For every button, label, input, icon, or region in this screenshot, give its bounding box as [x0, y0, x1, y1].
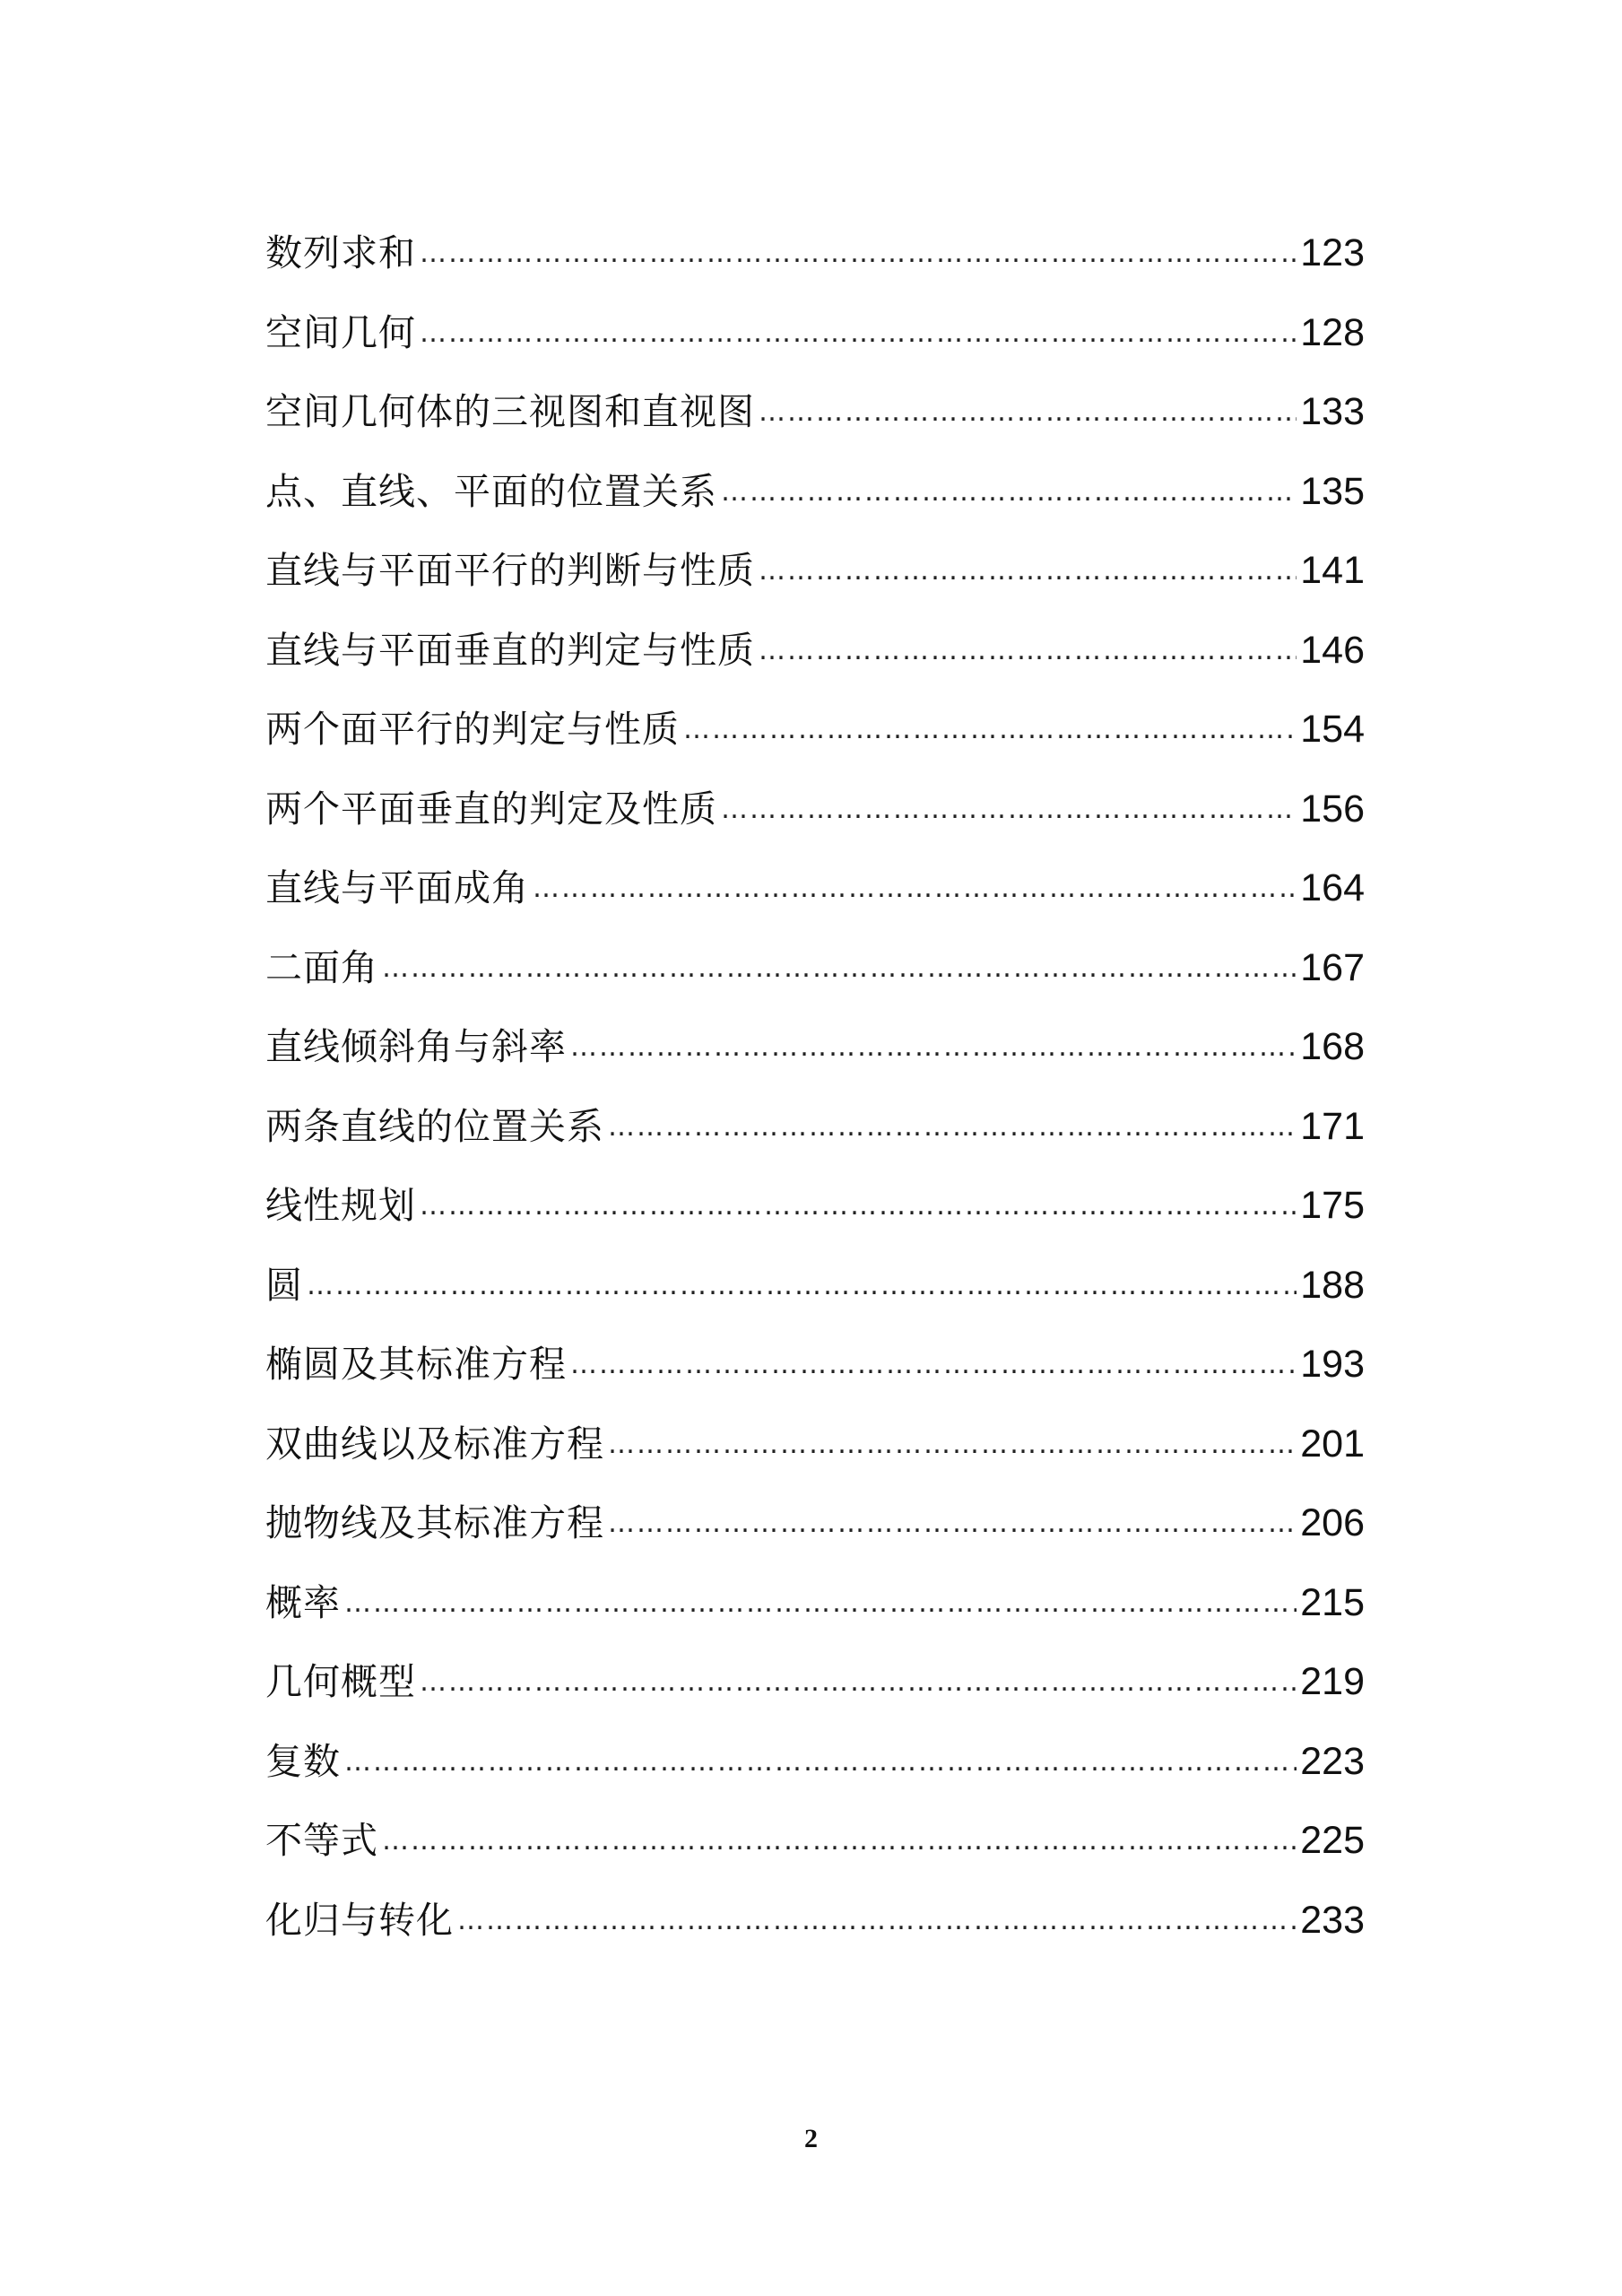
- toc-entry-page: 233: [1300, 1898, 1365, 1942]
- toc-entry-page: 215: [1300, 1580, 1365, 1624]
- toc-dot-leader: [457, 1882, 1297, 1961]
- toc-entry: [265, 1483, 1365, 1563]
- toc-entry-page: 188: [1300, 1263, 1365, 1307]
- table-of-contents: [265, 213, 1365, 1960]
- toc-entry-title: 直线与平面垂直的判定与性质: [265, 628, 755, 672]
- toc-entry-title: 几何概型: [265, 1660, 416, 1703]
- toc-entry-page: 164: [1300, 866, 1365, 909]
- toc-entry-page: 219: [1300, 1660, 1365, 1703]
- toc-dot-leader: [721, 770, 1297, 850]
- toc-entry-page: 223: [1300, 1739, 1365, 1783]
- toc-entry: [265, 1563, 1365, 1643]
- toc-entry-title: 双曲线以及标准方程: [265, 1422, 604, 1465]
- toc-entry-title: 两个平面垂直的判定及性质: [265, 787, 717, 831]
- toc-entry-title: 抛物线及其标准方程: [265, 1501, 604, 1544]
- toc-entry-title: 圆: [265, 1263, 303, 1307]
- toc-entry-page: 167: [1300, 945, 1365, 989]
- toc-dot-leader: [533, 849, 1297, 929]
- toc-entry-page: 225: [1300, 1819, 1365, 1862]
- toc-entry-page: 154: [1300, 708, 1365, 751]
- toc-entry: [265, 611, 1365, 691]
- toc-entry-title: 椭圆及其标准方程: [265, 1343, 567, 1386]
- toc-dot-leader: [420, 1643, 1297, 1723]
- toc-entry: [265, 1166, 1365, 1246]
- toc-dot-leader: [608, 1405, 1297, 1485]
- toc-entry: [265, 452, 1365, 532]
- toc-entry-page: 175: [1300, 1184, 1365, 1227]
- toc-entry-title: 化归与转化: [265, 1898, 454, 1942]
- toc-entry: [265, 293, 1365, 373]
- toc-entry-page: 133: [1300, 390, 1365, 433]
- toc-dot-leader: [683, 691, 1297, 770]
- toc-entry-title: 空间几何体的三视图和直视图: [265, 390, 755, 433]
- toc-dot-leader: [382, 929, 1297, 1009]
- toc-entry-page: 206: [1300, 1501, 1365, 1544]
- toc-entry: [265, 1881, 1365, 1961]
- toc-entry-page: 123: [1300, 231, 1365, 274]
- toc-entry: [265, 690, 1365, 770]
- toc-entry-page: 128: [1300, 310, 1365, 354]
- toc-entry-title: 概率: [265, 1580, 341, 1624]
- toc-entry-page: 156: [1300, 787, 1365, 831]
- toc-dot-leader: [759, 373, 1297, 453]
- toc-entry: [265, 1007, 1365, 1087]
- toc-entry-title: 空间几何: [265, 310, 416, 354]
- toc-entry: [265, 770, 1365, 849]
- toc-entry: [265, 1801, 1365, 1881]
- toc-entry-title: 复数: [265, 1739, 341, 1783]
- toc-entry: [265, 1642, 1365, 1722]
- toc-dot-leader: [307, 1247, 1297, 1326]
- toc-entry: [265, 531, 1365, 611]
- toc-dot-leader: [721, 453, 1297, 533]
- toc-entry-title: 直线与平面成角: [265, 866, 529, 909]
- toc-entry-page: 193: [1300, 1343, 1365, 1386]
- toc-entry-title: 不等式: [265, 1819, 378, 1862]
- toc-entry: [265, 1325, 1365, 1405]
- toc-dot-leader: [382, 1802, 1297, 1882]
- toc-dot-leader: [570, 1326, 1297, 1405]
- page-number: 2: [804, 2124, 818, 2153]
- toc-entry: [265, 1405, 1365, 1484]
- toc-entry-title: 点、直线、平面的位置关系: [265, 469, 717, 513]
- toc-entry: [265, 848, 1365, 928]
- toc-entry: [265, 1246, 1365, 1326]
- toc-entry-page: 171: [1300, 1104, 1365, 1148]
- toc-entry-title: 两条直线的位置关系: [265, 1104, 604, 1148]
- toc-entry: [265, 1087, 1365, 1167]
- toc-dot-leader: [759, 612, 1297, 691]
- toc-entry-page: 135: [1300, 469, 1365, 513]
- toc-dot-leader: [344, 1723, 1297, 1803]
- toc-entry-page: 141: [1300, 549, 1365, 592]
- toc-entry: [265, 213, 1365, 293]
- toc-entry-title: 直线倾斜角与斜率: [265, 1025, 567, 1068]
- toc-entry: [265, 1722, 1365, 1802]
- toc-entry-title: 直线与平面平行的判断与性质: [265, 549, 755, 592]
- toc-dot-leader: [570, 1008, 1297, 1088]
- toc-dot-leader: [608, 1484, 1297, 1564]
- toc-dot-leader: [759, 532, 1297, 612]
- toc-dot-leader: [420, 294, 1297, 374]
- toc-entry: [265, 372, 1365, 452]
- toc-dot-leader: [608, 1088, 1297, 1168]
- toc-entry-title: 二面角: [265, 945, 378, 989]
- toc-entry: [265, 928, 1365, 1008]
- toc-dot-leader: [344, 1564, 1297, 1644]
- toc-entry-page: 201: [1300, 1422, 1365, 1465]
- toc-entry-title: 两个面平行的判定与性质: [265, 708, 680, 751]
- toc-entry-title: 线性规划: [265, 1184, 416, 1227]
- toc-dot-leader: [420, 214, 1297, 294]
- toc-entry-title: 数列求和: [265, 231, 416, 274]
- toc-entry-page: 146: [1300, 628, 1365, 672]
- toc-dot-leader: [420, 1167, 1297, 1247]
- toc-entry-page: 168: [1300, 1025, 1365, 1068]
